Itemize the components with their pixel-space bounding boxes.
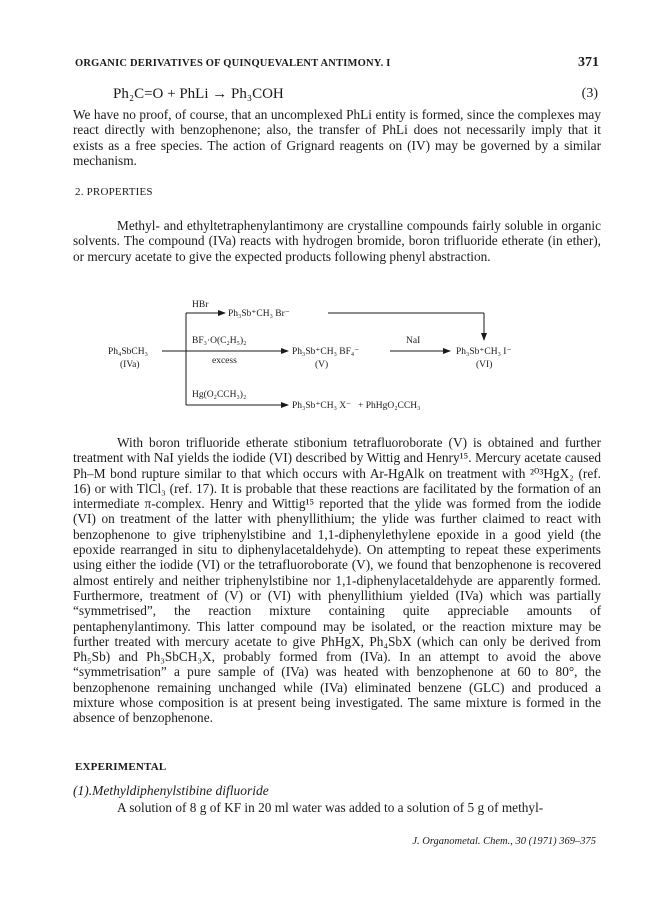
scheme-product-hg: + PhHgO₂CCH₃ xyxy=(358,401,421,411)
reaction-scheme xyxy=(100,296,620,418)
page-number: 371 xyxy=(578,55,599,70)
running-head: ORGANIC DERIVATIVES OF QUINQUEVALENT ANTIMONY. I xyxy=(75,58,391,69)
scheme-start: Ph₄SbCH₃ xyxy=(108,347,148,357)
scheme-product-bf4: Ph₃Sb⁺CH₃ BF₄⁻ xyxy=(292,347,360,357)
section-heading-experimental: EXPERIMENTAL xyxy=(75,761,167,773)
paragraph-properties: Methyl- and ethyltetraphenylantimony are crystalline compounds fairly soluble in organic solvents. The compound (IVa) reacts with hydrogen bromide, boron trifluoride etherate (in ether), or mercury acetate to give the expected products following phenyl abstraction. xyxy=(73,218,601,264)
scheme-reagent-bf3: BF₃·O(C₂H₅)₂ xyxy=(192,336,247,346)
journal-citation: J. Organometal. Chem., 30 (1971) 369–375 xyxy=(412,836,596,847)
scheme-start-label: (IVa) xyxy=(120,360,140,370)
scheme-reagent-hg: Hg(O₂CCH₃)₂ xyxy=(192,390,247,400)
equation-number: (3) xyxy=(581,86,598,101)
scheme-product-i: Ph₃Sb⁺CH₃ I⁻ xyxy=(456,347,512,357)
scheme-reagent-nai: NaI xyxy=(406,336,421,346)
scheme-reagent-hbr: HBr xyxy=(192,300,209,310)
scheme-reagent-bf3-note: excess xyxy=(212,356,237,366)
paragraph-mechanism: We have no proof, of course, that an uncomplexed PhLi entity is formed, since the complexes may react directly with benzophenone; also, the transfer of PhLi does not necessarily imply that it exists as a free species. The action of Grignard reagents on (IV) may be governed by a similar mechanism. xyxy=(73,107,601,168)
scheme-product-bf4-label: (V) xyxy=(315,360,329,370)
scheme-product-i-label: (VI) xyxy=(476,360,493,370)
subsection-heading: (1).Methyldiphenylstibine difluoride xyxy=(73,783,269,798)
paragraph-discussion: With boron trifluoride etherate stibonium tetrafluoroborate (V) is obtained and further treatment with NaI yields the iodide (VI) described by Wittig and Henry¹⁵. Mercury acetate caused Ph–M bond rupture similar to that which occurs with Ar-HgAlk on treatment with ²⁰³HgX₂ (ref. 16) or with TlCl₃ (ref. 17). It is probable that these reactions are facilitated by the formation of an intermediate π-complex. Henry and Wittig¹⁵ reported that the ylide was formed from the iodide (VI) on treatment of the latter with phenyllithium; the ylide was further claimed to react with benzophenone to give triphenylstibine and 1,1-diphenylethylene epoxide in a good yield (the epoxide rearranged in situ to diphenylacetaldehyde). On attempting to repeat these experiments using either the iodide (VI) or the tetrafluoroborate (V), we found that benzophenone is recovered almost entirely and neither triphenylstibine nor 1,1-diphenylacetaldehyde are apparently formed. Furthermore, treatment of (V) or (VI) with phenyllithium yielded (IVa) which was partially “symmetrised”, the reaction mixture containing quite appreciable amounts of pentaphenylantimony. This latter compound may be isolated, or the reaction mixture may be further treated with mercury acetate to give PhHgX, Ph₄SbX (which can only be derived from Ph₅Sb) and Ph₃SbCH₃X, probably formed from (IVa). In an attempt to avoid the above “symmetrisation” a pure sample of (IVa) was heated with benzophenone at 60 to 80°, the benzophenone remaining unchanged while (IVa) eliminated benzene (GLC) and produced a mixture whose composition is at present being investigated. The same mixture is formed in the absence of benzophenone. xyxy=(73,435,601,726)
scheme-product-x: Ph₃Sb⁺CH₃ X⁻ xyxy=(292,401,352,411)
scheme-product-br: Ph₃Sb⁺CH₃ Br⁻ xyxy=(228,309,290,319)
paragraph-experimental: A solution of 8 g of KF in 20 ml water was added to a solution of 5 g of methyl- xyxy=(117,800,544,815)
section-heading-properties: 2. PROPERTIES xyxy=(75,186,153,198)
equation-3: Ph₂C=O + PhLi → Ph₃COH xyxy=(113,86,284,102)
